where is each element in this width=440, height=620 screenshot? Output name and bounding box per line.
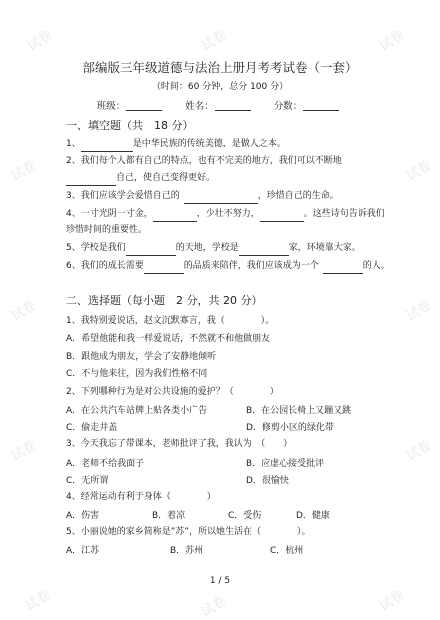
answer-blank[interactable] [144,261,184,274]
choice-option-b[interactable]: B．跟他成为朋友，学会了安静地倾听 [66,352,217,362]
question-text: 家，环境靠大家。 [288,243,361,253]
answer-blank[interactable] [66,173,116,186]
exam-title: 部编版三年级道德与法治上册月考考试卷（一套） [82,60,358,75]
class-label: 班级： [96,101,126,112]
choice-question-1-stem: 1、我特别爱说话，赵文沉默寡言，我（ ）。 [66,316,275,326]
choice-option-a[interactable]: A．希望他能和我一样爱说话，不然就不和他做朋友 [66,334,271,344]
answer-blank[interactable] [260,209,304,222]
fill-question-1 [66,138,386,152]
choice-option-a[interactable]: A．在公共汽车站牌上贴各类小广告 [66,406,208,416]
watermark-text: 试卷 [9,297,40,325]
choice-question-4-stem: 4、经常运动有利于身体（ ） [66,492,216,502]
answer-blank[interactable] [81,139,133,152]
question-text: 3、我们应该学会爱惜自己的 [66,191,180,201]
choice-option-a[interactable]: A．江苏 [66,546,100,556]
question-text: 5、学校是我们 [66,243,126,253]
name-label: 姓名： [185,101,214,112]
question-text: ，少壮不努力， [196,209,260,219]
fill-question-2 [66,155,386,167]
question-text: 的天地，学校是 [175,243,239,253]
choice-option-a[interactable]: A．伤害 [66,511,100,521]
watermark-text: 试卷 [23,587,54,615]
choice-option-c[interactable]: C．不与他来往，因为我们性格不同 [66,369,208,379]
answer-blank[interactable] [239,243,289,256]
question-text: 珍惜时间的重要性。 [66,225,148,235]
choice-option-c[interactable]: C．无所谓 [66,476,109,486]
student-info-row [0,98,440,112]
choice-question-3-stem: 3、今天我忘了带课本，老师批评了我，我认为 （ ） [66,439,293,449]
choice-option-d[interactable]: D．健康 [296,511,330,521]
choice-option-b[interactable]: B．苏州 [170,546,204,556]
answer-blank[interactable] [153,209,197,222]
choice-option-b[interactable]: B．应虚心接受批评 [246,459,325,469]
watermark-text: 试卷 [9,157,40,185]
choice-option-d[interactable]: D．修剪小区的绿化带 [246,423,334,433]
choice-question-5-stem: 5、小丽说她的家乡简称是”苏”，所以她生活在（ ）。 [66,527,311,537]
watermark-text: 试卷 [377,587,408,615]
answer-blank[interactable] [323,261,363,274]
exam-subtitle: （时间：60 分钟，总分 100 分） [151,82,289,92]
fill-question-4-cont [66,224,386,236]
question-text: 是中华民族的传统美德，是做人之本。 [132,139,286,149]
question-number: 1、 [66,139,81,149]
watermark-text: 试卷 [404,157,435,185]
fill-question-3 [66,190,386,204]
answer-blank[interactable] [126,243,176,256]
fill-question-5 [66,242,386,256]
question-text: 自己，使自己变得更好。 [116,173,216,183]
question-text: 的人。 [362,261,390,271]
choice-option-b[interactable]: B．着凉 [152,511,186,521]
question-text: 的品质来陪伴，我们应该成为一个 [183,261,319,271]
question-text: 6、我们的成长需要 [66,261,144,271]
question-text: 4、一寸光阴一寸金， [66,209,153,219]
question-text: ，珍惜自己的生命。 [257,191,339,201]
watermark-text: 试卷 [199,27,230,55]
fill-question-6 [66,260,390,274]
question-text: 。这些诗句告诉我们 [303,209,385,219]
watermark-text: 试卷 [404,437,435,465]
choice-option-c[interactable]: C．受伤 [228,511,262,521]
watermark-text: 试卷 [199,593,230,620]
score-blank[interactable] [303,110,339,111]
score-label: 分数： [273,101,303,112]
fill-question-2-cont [66,172,386,186]
section-fill-in-heading: 一、填空题（共 18 分） [66,119,194,132]
choice-option-a[interactable]: A．老师不给我面子 [66,459,145,469]
question-text: 2、我们每个人都有自己的特点，也有不完美的地方，我们可以不断地 [66,156,342,166]
watermark-text: 试卷 [377,27,408,55]
watermark-text: 试卷 [404,297,435,325]
watermark-text: 试卷 [9,437,40,465]
choice-question-2-stem: 2、下列哪种行为是对公共设施的爱护？（ ） [66,387,279,397]
choice-option-b[interactable]: B．在公园长椅上又蹦又跳 [246,406,352,416]
page-number: 1 / 5 [209,576,231,586]
name-blank[interactable] [215,110,251,111]
watermark-text: 试卷 [25,27,56,55]
choice-option-d[interactable]: D．很愉快 [246,476,289,486]
class-blank[interactable] [126,110,162,111]
fill-question-4 [66,208,386,222]
answer-blank[interactable] [184,191,258,204]
choice-option-c[interactable]: C．杭州 [270,546,304,556]
choice-option-c[interactable]: C．偷走井盖 [66,423,118,433]
section-choice-heading: 二、选择题（每小题 2 分，共 20 分） [66,294,263,307]
